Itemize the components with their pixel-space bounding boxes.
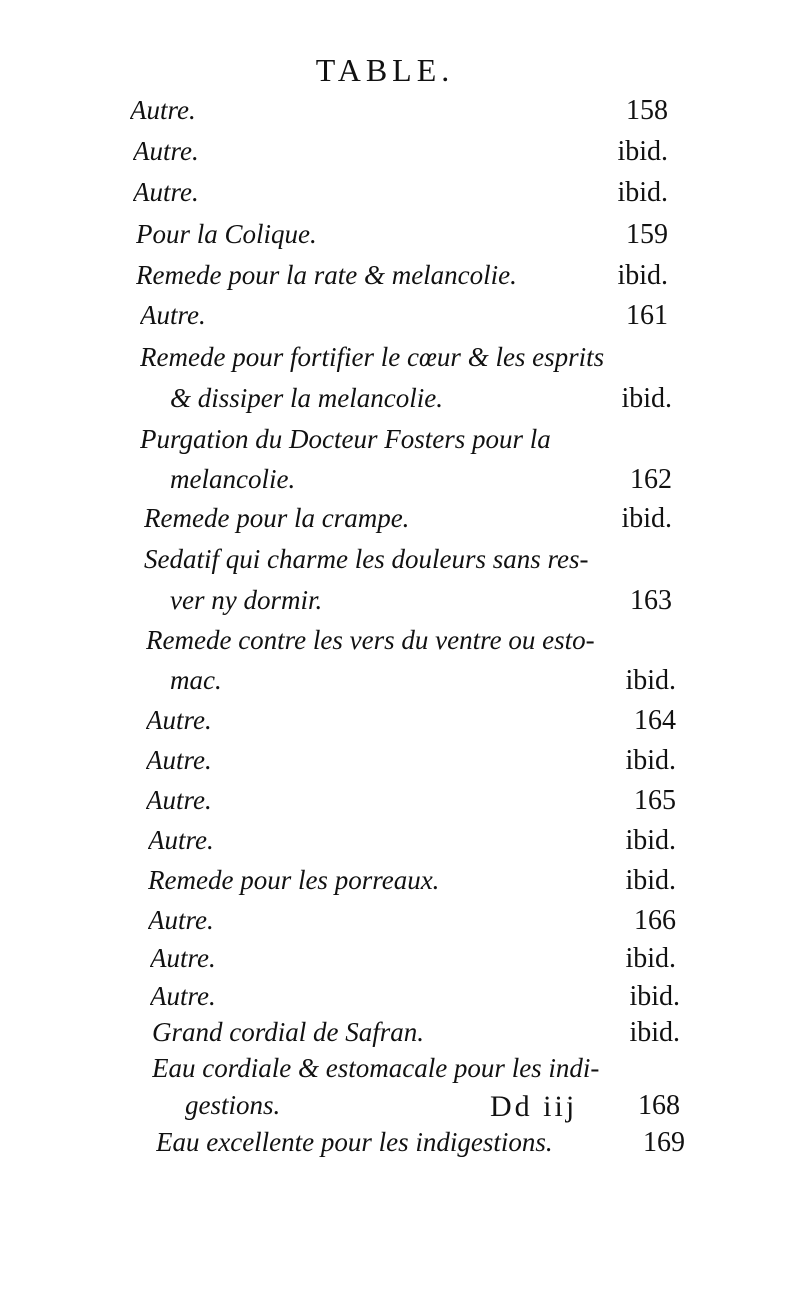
toc-entry: [150, 943, 676, 979]
entry-page: ibid.: [617, 177, 668, 208]
entry-label: Grand cordial de Safran.: [152, 1017, 424, 1047]
toc-entry: [170, 464, 672, 500]
entry-page: 168: [638, 1090, 680, 1121]
entry-label: Autre.: [146, 745, 212, 775]
toc-entry: [136, 260, 668, 296]
entry-page: ibid.: [621, 503, 672, 534]
entry-label: Remede pour les porreaux.: [148, 865, 440, 895]
toc-entry: [130, 95, 668, 131]
entry-label: Autre.: [148, 905, 214, 935]
entry-label: Remede pour fortifier le cœur & les esprits: [140, 342, 605, 372]
entry-label: Sedatif qui charme les douleurs sans res-: [144, 544, 589, 574]
entry-page: 166: [634, 905, 676, 936]
toc-entry: [146, 705, 676, 741]
entry-label: Autre.: [150, 943, 216, 973]
entry-label: Autre.: [133, 136, 199, 166]
toc-entry: [140, 342, 672, 378]
toc-entry: [144, 503, 672, 539]
entry-page: 158: [626, 95, 668, 126]
entry-label: Remede pour la crampe.: [144, 503, 410, 533]
toc-entry: [136, 219, 668, 255]
entry-page: ibid.: [625, 665, 676, 696]
toc-entry: [140, 300, 668, 336]
entry-label: Autre.: [146, 705, 212, 735]
entry-label: & dissiper la melancolie.: [170, 383, 443, 413]
entry-label: Pour la Colique.: [136, 219, 317, 249]
entry-page: 163: [630, 585, 672, 616]
entry-page: 165: [634, 785, 676, 816]
entry-label: gestions.: [185, 1090, 281, 1120]
entry-page: 162: [630, 464, 672, 495]
entry-label: Autre.: [133, 177, 199, 207]
toc-entry: [144, 544, 672, 580]
toc-entry: [152, 1053, 680, 1089]
entry-page: ibid.: [625, 745, 676, 776]
entry-page: 159: [626, 219, 668, 250]
toc-entry: [152, 1017, 680, 1053]
entry-page: ibid.: [629, 1017, 680, 1048]
signature-mark: Dd iij: [490, 1090, 578, 1123]
entry-label: Purgation du Docteur Fosters pour la: [140, 424, 551, 454]
entry-label: Autre.: [130, 95, 196, 125]
toc-entry: [146, 745, 676, 781]
toc-entry: [150, 981, 680, 1017]
entry-label: Remede contre les vers du ventre ou esto-: [146, 625, 595, 655]
toc-entry: [133, 177, 668, 213]
toc-entry: [170, 665, 676, 701]
entry-label: Eau excellente pour les indigestions.: [156, 1127, 553, 1157]
toc-entry: [133, 136, 668, 172]
entry-label: Autre.: [150, 981, 216, 1011]
toc-entry: [148, 865, 676, 901]
entry-page: 169: [643, 1127, 685, 1158]
entry-label: Eau cordiale & estomacale pour les indi-: [152, 1053, 600, 1083]
entry-page: ibid.: [625, 943, 676, 974]
page-title: TABLE.: [315, 52, 455, 88]
toc-entry: [156, 1127, 685, 1163]
entry-page: ibid.: [621, 383, 672, 414]
entry-page: ibid.: [629, 981, 680, 1012]
toc-entry: [148, 825, 676, 861]
toc-entry: [146, 785, 676, 821]
entry-label: ver ny dormir.: [170, 585, 323, 615]
entry-label: mac.: [170, 665, 222, 695]
toc-entry: [170, 383, 672, 419]
entry-label: Autre.: [148, 825, 214, 855]
toc-entry: [185, 1090, 680, 1126]
entry-page: ibid.: [625, 865, 676, 896]
entry-label: Autre.: [146, 785, 212, 815]
toc-entry: [140, 424, 672, 460]
entry-page: ibid.: [617, 260, 668, 291]
entry-label: melancolie.: [170, 464, 296, 494]
entry-page: ibid.: [625, 825, 676, 856]
entry-label: Remede pour la rate & melancolie.: [136, 260, 517, 290]
toc-entry: [148, 905, 676, 941]
entry-page: 164: [634, 705, 676, 736]
entry-page: 161: [626, 300, 668, 331]
toc-entry: [146, 625, 672, 661]
entry-page: ibid.: [617, 136, 668, 167]
entry-label: Autre.: [140, 300, 206, 330]
toc-entry: [170, 585, 672, 621]
